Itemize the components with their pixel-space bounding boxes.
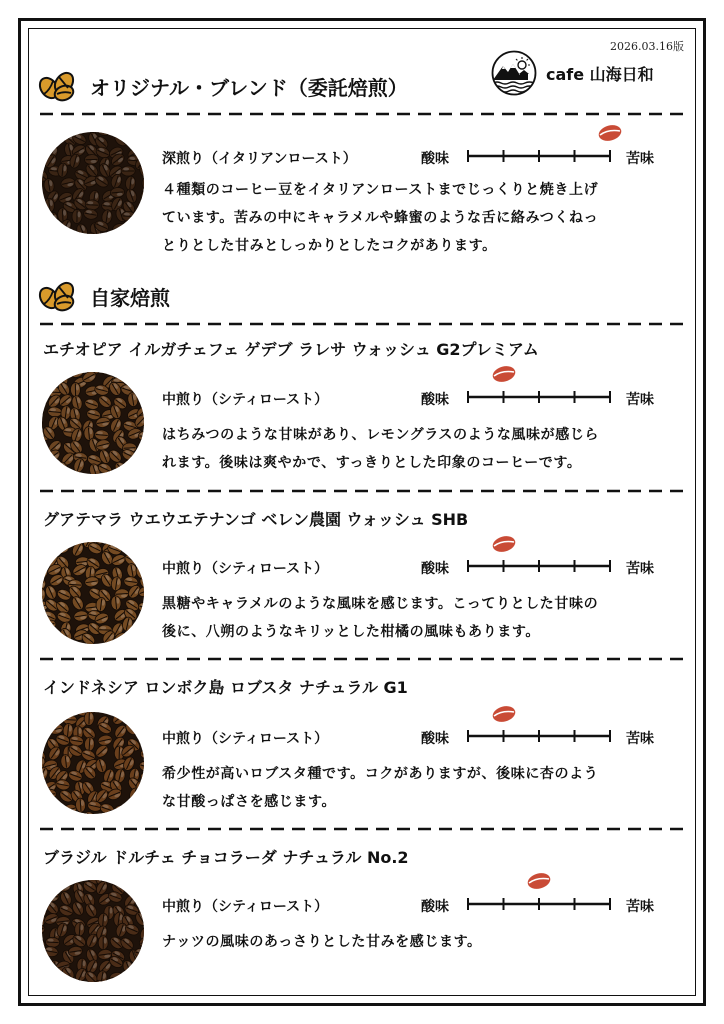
acidity-label: 酸味 — [421, 561, 449, 577]
product-description: はちみつのような甘味があり、レモングラスのような風味が感じら れます。後味は爽やかで、すっきりとした印象のコーヒーです。 — [162, 427, 600, 471]
acidity-label: 酸味 — [421, 899, 449, 915]
roast-level-text: 深煎り（イタリアンロースト） — [162, 151, 357, 167]
taste-scale — [466, 148, 612, 164]
coffee-bean-photo — [42, 880, 144, 982]
coffee-bean-photo — [42, 542, 144, 644]
roast-level-text: 中煎り（シティロースト） — [162, 392, 329, 408]
divider — [40, 826, 686, 832]
taste-scale — [466, 389, 612, 405]
divider — [40, 488, 686, 494]
section-title-original-blend: オリジナル・ブレンド（委託焙煎） — [90, 76, 408, 100]
divider — [40, 111, 686, 117]
product-name: グアテマラ ウエウエテナンゴ ベレン農園 ウォッシュ SHB — [43, 510, 469, 529]
bitterness-label: 苦味 — [626, 561, 654, 577]
bitterness-label: 苦味 — [626, 731, 654, 747]
product-name: エチオピア イルガチェフェ ゲデブ ラレサ ウォッシュ G2プレミアム — [43, 340, 539, 359]
taste-scale — [466, 728, 612, 744]
coffee-bean-photo — [42, 712, 144, 814]
divider — [40, 656, 686, 662]
mountain-sea-sun-logo — [491, 50, 537, 96]
coffee-bean-icon — [491, 365, 517, 383]
product-description: 黒糖やキャラメルのような風味を感じます。こってりとした甘味の 後に、八朔のようなキリッとした柑橘の風味もあります。 — [162, 596, 599, 640]
coffee-bean-photo — [42, 372, 144, 474]
coffee-bean-icon — [491, 705, 517, 723]
brand-name: cafe 山海日和 — [546, 65, 654, 84]
product-name: ブラジル ドルチェ チョコラーダ ナチュラル No.2 — [43, 848, 409, 867]
section-title-house-roast: 自家焙煎 — [90, 286, 170, 310]
acidity-label: 酸味 — [421, 731, 449, 747]
roast-level-text: 中煎り（シティロースト） — [162, 899, 329, 915]
product-description: ４種類のコーヒー豆をイタリアンローストまでじっくりと焼き上げ ています。苦みの中にキャラメルや蜂蜜のような舌に絡みつくねっ とりとした甘みとしっかりとしたコクがあります。 — [162, 182, 599, 254]
bitterness-label: 苦味 — [626, 392, 654, 408]
coffee-bean-icon — [526, 872, 552, 890]
coffee-beans-icon — [38, 278, 76, 312]
bitterness-label: 苦味 — [626, 899, 654, 915]
taste-scale — [466, 558, 612, 574]
product-description: 希少性が高いロブスタ種です。コクがありますが、後味に杏のよう な甘酸っぱさを感じます。 — [162, 766, 599, 810]
product-name: インドネシア ロンボク島 ロブスタ ナチュラル G1 — [43, 678, 408, 697]
roast-level-text: 中煎り（シティロースト） — [162, 731, 329, 747]
coffee-beans-icon — [38, 68, 76, 102]
acidity-label: 酸味 — [421, 151, 449, 167]
product-description: ナッツの風味のあっさりとした甘みを感じます。 — [162, 934, 482, 950]
roast-level-text: 中煎り（シティロースト） — [162, 561, 329, 577]
acidity-label: 酸味 — [421, 392, 449, 408]
coffee-bean-photo — [42, 132, 144, 234]
taste-scale — [466, 896, 612, 912]
coffee-bean-icon — [491, 535, 517, 553]
bitterness-label: 苦味 — [626, 151, 654, 167]
edition-date: 2026.03.16版 — [610, 40, 684, 53]
divider — [40, 321, 686, 327]
coffee-bean-icon — [597, 124, 623, 142]
